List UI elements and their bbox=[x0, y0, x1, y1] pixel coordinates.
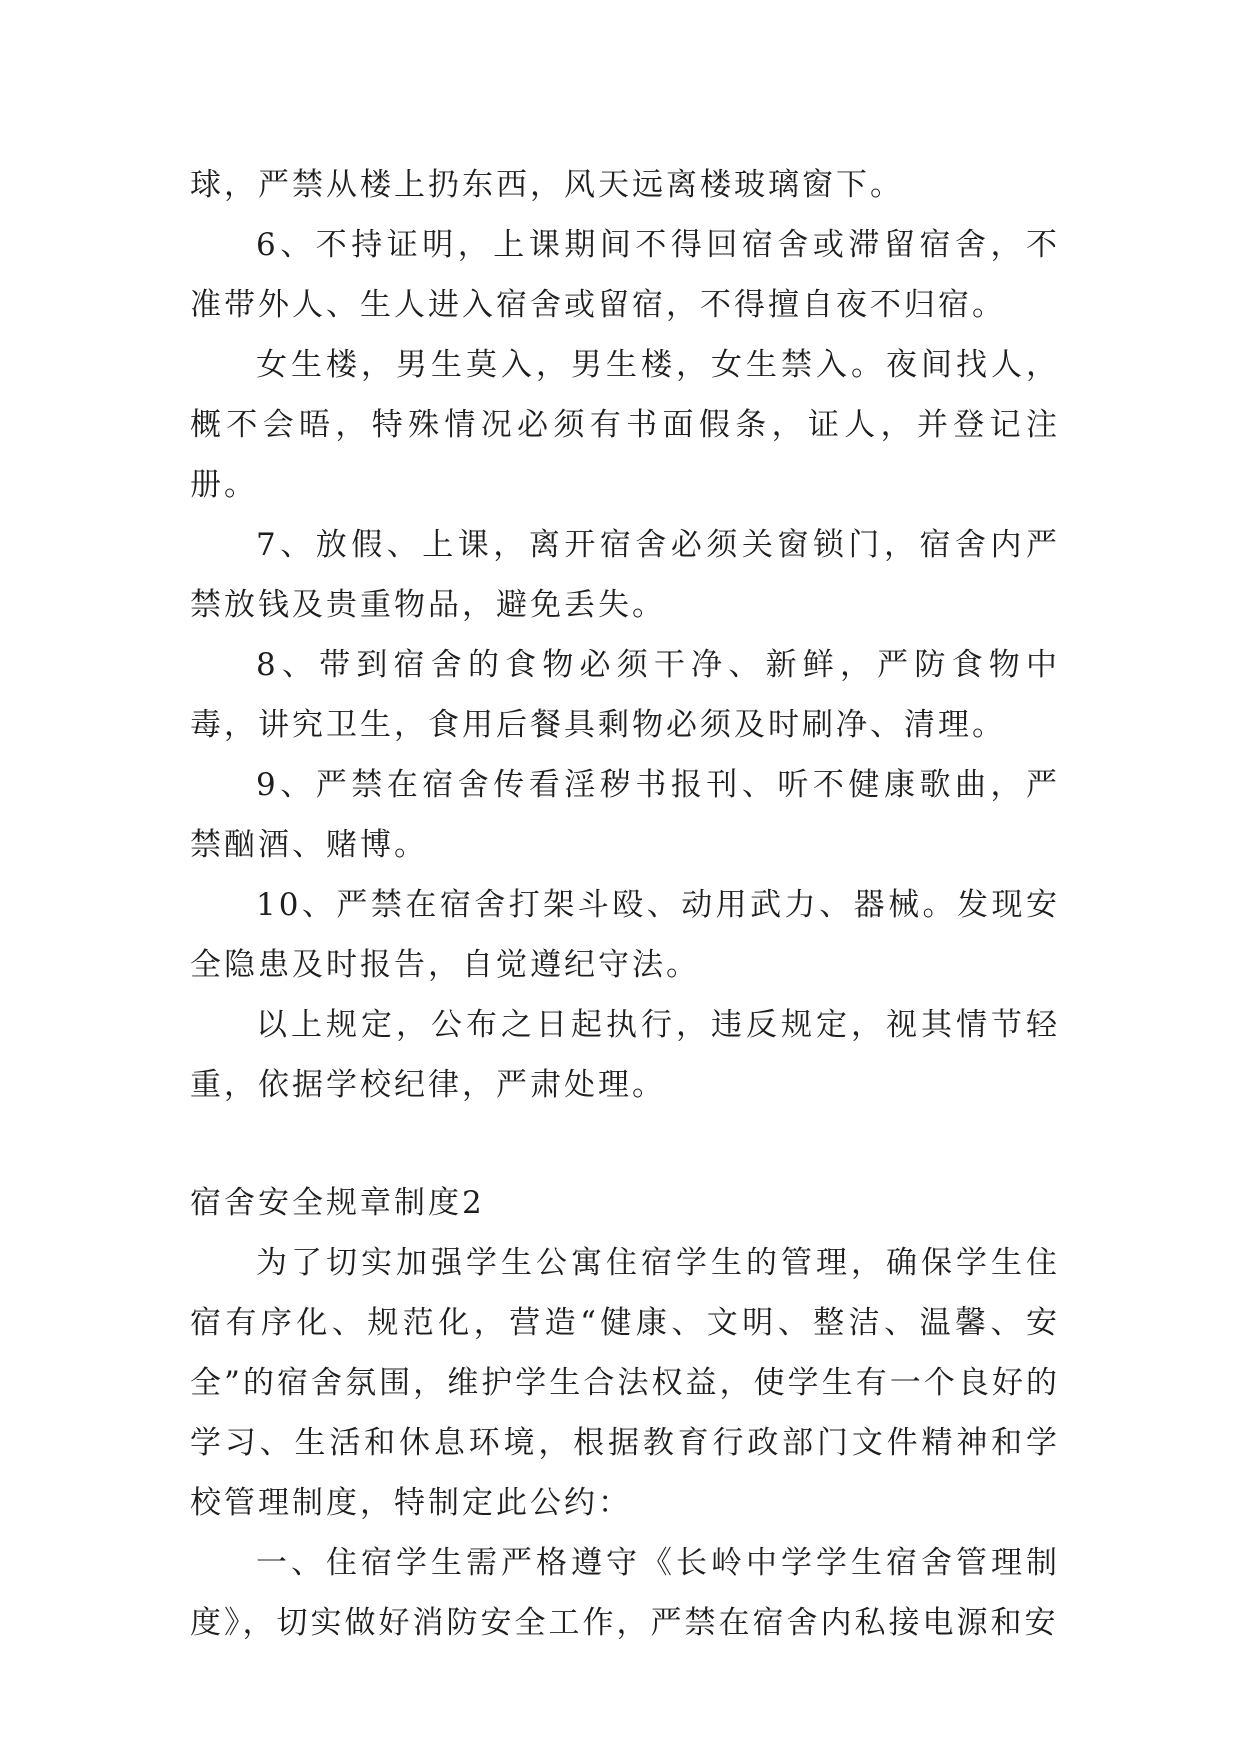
document-body bbox=[190, 155, 1060, 1653]
paragraph: 7、放假、上课，离开宿舍必须关窗锁门，宿舍内严禁放钱及贵重物品，避免丢失。 bbox=[190, 527, 1060, 623]
paragraph: 10、严禁在宿舍打架斗殴、动用武力、器械。发现安全隐患及时报告，自觉遵纪守法。 bbox=[190, 887, 1060, 983]
section-title: 宿舍安全规章制度2 bbox=[190, 1185, 485, 1221]
paragraph: 球，严禁从楼上扔东西，风天远离楼玻璃窗下。 bbox=[190, 167, 904, 203]
rules-section-1 bbox=[190, 155, 1060, 1115]
paragraph: 8、带到宿舍的食物必须干净、新鲜，严防食物中毒，讲究卫生，食用后餐具剩物必须及时刷净、清理。 bbox=[190, 647, 1060, 743]
paragraph: 女生楼，男生莫入，男生楼，女生禁入。夜间找人，概不会晤，特殊情况必须有书面假条，证人，并登记注册。 bbox=[190, 347, 1060, 503]
paragraph: 6、不持证明，上课期间不得回宿舍或滞留宿舍，不准带外人、生人进入宿舍或留宿，不得擅自夜不归宿。 bbox=[190, 227, 1060, 323]
paragraph: 9、严禁在宿舍传看淫秽书报刊、听不健康歌曲，严禁酗酒、赌博。 bbox=[190, 767, 1060, 863]
paragraph: 为了切实加强学生公寓住宿学生的管理，确保学生住宿有序化、规范化，营造“健康、文明、整洁、温馨、安全”的宿舍氛围，维护学生合法权益，使学生有一个良好的学习、生活和休息环境，根据教育行政部门文件精神和学校管理制度，特制定此公约： bbox=[190, 1245, 1060, 1521]
paragraph: 以上规定，公布之日起执行，违反规定，视其情节轻重，依据学校纪律，严肃处理。 bbox=[190, 1007, 1060, 1103]
paragraph: 一、住宿学生需严格遵守《长岭中学学生宿舍管理制度》，切实做好消防安全工作，严禁在宿舍内私接电源和安 bbox=[190, 1545, 1060, 1641]
rules-section-2 bbox=[190, 1233, 1060, 1653]
